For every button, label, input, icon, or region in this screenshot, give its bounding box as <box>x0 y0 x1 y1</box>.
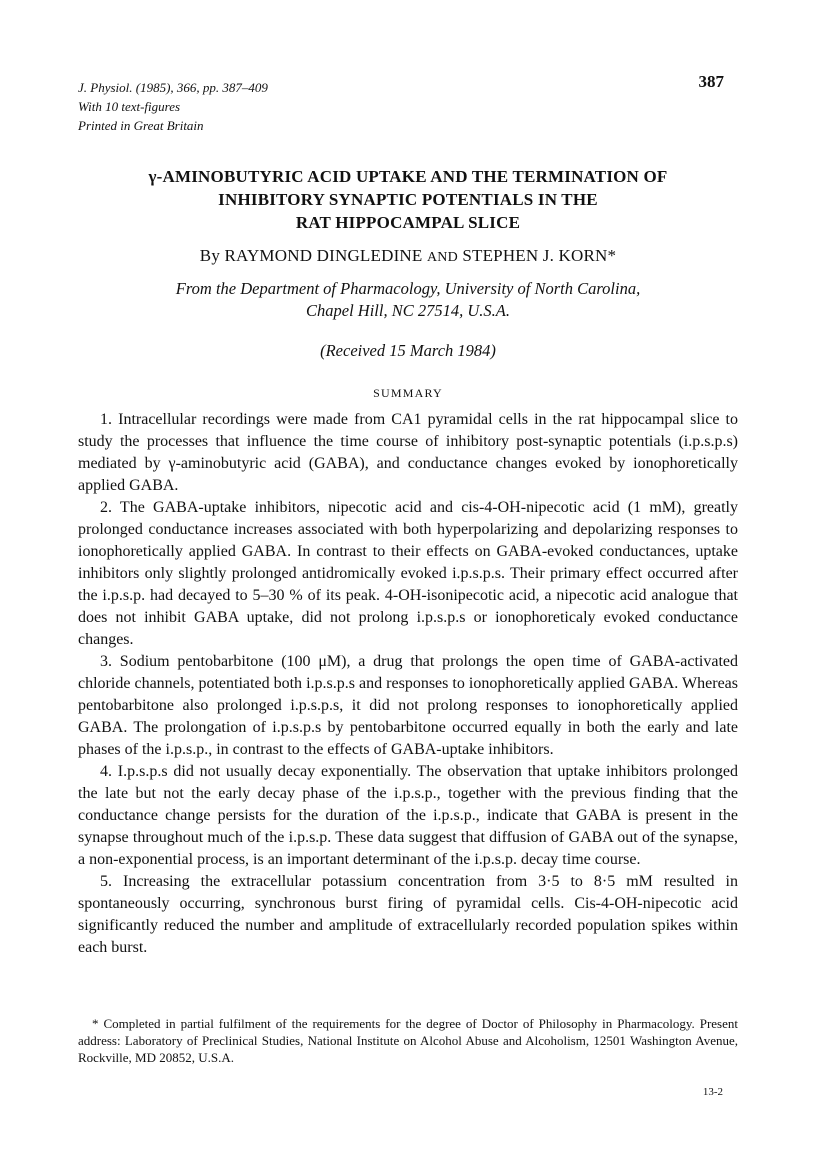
summary-body <box>78 409 738 959</box>
paper-title <box>78 165 738 234</box>
author-2: STEPHEN J. KORN* <box>462 246 617 265</box>
printed-note: Printed in Great Britain <box>78 118 204 133</box>
citation-line <box>78 78 268 97</box>
author-line <box>78 246 738 266</box>
summary-paragraph-4: 4. I.p.s.p.s did not usually decay exponentially. The observation that uptake inhibitors prolonged the late but not the early decay phase of the i.p.s.p., together with the previous finding that the conductance change persists for the duration of the i.p.s.p., indicate that GABA is present in the synapse throughout much of the i.p.s.p. These data suggest that diffusion of GABA out of the synapse, a non-exponential process, is an important determinant of the i.p.s.p. decay time course. <box>78 763 738 868</box>
journal-name: J. Physiol. <box>78 80 133 95</box>
affiliation-line-2: Chapel Hill, NC 27514, U.S.A. <box>306 301 510 320</box>
author-1: RAYMOND DINGLEDINE <box>224 246 423 265</box>
affiliation-line-1: From the Department of Pharmacology, University of North Carolina, <box>175 279 641 298</box>
journal-header <box>78 78 268 135</box>
and-label: AND <box>426 250 458 265</box>
summary-paragraph-5: 5. Increasing the extracellular potassium concentration from 3·5 to 8·5 mM resulted in spontaneously occurring, synchronous burst firing of pyramidal cells. Cis-4-OH-nipecotic acid significantly reduced the number and amplitude of extracellularly recorded population spikes within each burst. <box>78 873 738 956</box>
page-code: 13-2 <box>702 1086 723 1098</box>
received-date: (Received 15 March 1984) <box>320 341 496 360</box>
footnote <box>78 1015 738 1066</box>
summary-paragraph-3: 3. Sodium pentobarbitone (100 μM), a drug that prolongs the open time of GABA-activated chloride channels, potentiated both i.p.s.p.s and responses to ionophoretically applied GABA. Whereas pentobarbitone also prolonged i.p.s.p.s, it did not prolong responses to ionophoretically applied GABA. The prolongation of i.p.s.p.s by pentobarbitone occurred equally in both the early and late phases of the i.p.s.p., in contrast to the effects of GABA-uptake inhibitors. <box>78 653 738 758</box>
page-number: 387 <box>698 72 724 91</box>
title-line-2: INHIBITORY SYNAPTIC POTENTIALS IN THE <box>218 190 598 209</box>
citation-details: (1985), 366, pp. 387–409 <box>135 80 268 95</box>
figures-note: With 10 text-figures <box>78 99 181 114</box>
summary-paragraph-2: 2. The GABA-uptake inhibitors, nipecotic acid and cis-4-OH-nipecotic acid (1 mM), greatly prolonged conductance increases associated with both hyperpolarizing and depolarizing responses to ionophoretically applied GABA. In contrast to their effects on GABA-evoked conductances, uptake inhibitors only slightly prolonged antidromically evoked i.p.s.p.s. Their primary effect occurred after the i.p.s.p. had decayed to 5–30 % of its peak. 4-OH-isonipecotic acid, a nipecotic acid analogue that does not inhibit GABA uptake, did not prolong i.p.s.p.s or ionophoreticaly evoked conductance changes. <box>78 499 738 648</box>
summary-paragraph-1: 1. Intracellular recordings were made from CA1 pyramidal cells in the rat hippocampal slice to study the processes that influence the time course of inhibitory post-synaptic potentials (i.p.s.p.s) mediated by γ-aminobutyric acid (GABA), and conductance changes evoked by ionophoretically applied GABA. <box>78 411 738 494</box>
affiliation <box>78 278 738 322</box>
footnote-text: * Completed in partial fulfilment of the requirements for the degree of Doctor of Philosophy in Pharmacology. Present address: Laboratory of Preclinical Studies, National Institute on Alcohol Abuse and Alcoholism, 12501 Washington Avenue, Rockville, MD 20852, U.S.A. <box>78 1016 738 1065</box>
title-line-1: γ-AMINOBUTYRIC ACID UPTAKE AND THE TERMINATION OF <box>148 167 668 186</box>
by-label: By <box>199 246 221 265</box>
title-line-3: RAT HIPPOCAMPAL SLICE <box>295 213 521 232</box>
summary-heading: SUMMARY <box>373 386 443 400</box>
